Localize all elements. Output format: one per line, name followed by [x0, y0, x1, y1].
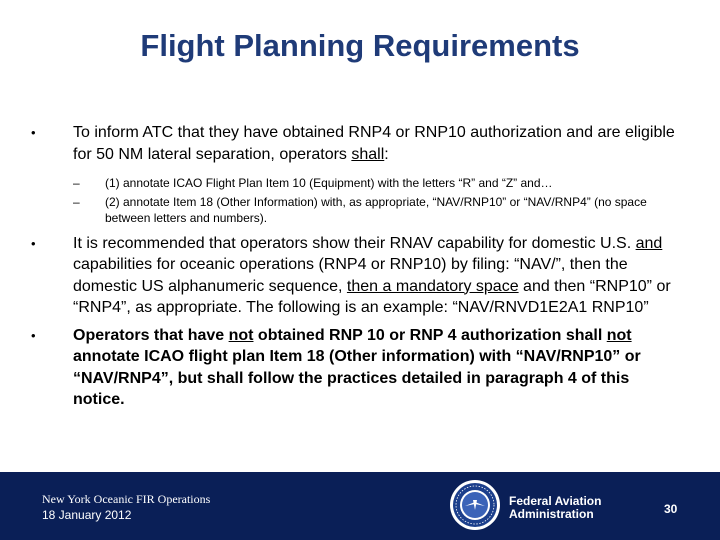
- bullet-text: annotate ICAO flight plan Item 18 (Other information) with “NAV/RNP10” or “NAV/RNP4”, but shall follow the practices detailed in paragraph 4 of this notice.: [73, 348, 641, 408]
- page-number: 30: [664, 502, 678, 516]
- bullet-text-underlined: shall: [351, 145, 385, 163]
- org-line: Administration: [509, 507, 594, 521]
- bullet-text-underlined: then a mandatory space: [346, 277, 519, 295]
- bullet-text: Operators that have: [73, 326, 229, 344]
- footer-event: New York Oceanic FIR Operations: [42, 492, 211, 506]
- sub-text: (2) annotate Item 18 (Other Information) with, as appropriate, “NAV/RNP10” or “NAV/RNP4” (no space between letters and numbers).: [105, 194, 647, 225]
- sub-dash: –: [73, 194, 80, 209]
- bullet-text: To inform ATC that they have obtained RNP4 or RNP10 authorization and are eligible for 50 NM lateral separation, operators: [73, 124, 675, 163]
- sub-dash: –: [73, 176, 80, 190]
- org-line: Federal Aviation: [509, 494, 602, 508]
- bullet-dot: •: [31, 327, 36, 343]
- slide-body: [28, 122, 678, 411]
- slide-footer: [0, 472, 720, 540]
- bullet-item: [28, 233, 678, 319]
- bullet-dot: •: [31, 235, 36, 251]
- slide-title: Flight Planning Requirements: [140, 28, 580, 63]
- bullet-text-underlined: and: [635, 234, 663, 252]
- bullet-item: [28, 122, 678, 165]
- footer-date: 18 January 2012: [42, 508, 132, 522]
- bullet-text-underlined: not: [228, 326, 254, 344]
- footer-organization: [509, 495, 601, 521]
- faa-seal-icon: [449, 479, 501, 531]
- bullet-dot: •: [31, 125, 36, 140]
- sub-item: [28, 194, 678, 227]
- bullet-text: It is recommended that operators show their RNAV capability for domestic U.S.: [73, 234, 636, 252]
- sub-text: (1) annotate ICAO Flight Plan Item 10 (Equipment) with the letters “R” and “Z” and…: [105, 176, 553, 190]
- bullet-text: and then “RNP10” or “RNP4”, as appropriate. The following is an example: “NAV/RNVD1E2A1 RNP10”: [73, 277, 671, 316]
- bullet-item: [28, 325, 678, 411]
- bullet-text-underlined: not: [606, 326, 632, 344]
- bullet-text: :: [384, 145, 389, 163]
- bullet-text: obtained RNP 10 or RNP 4 authorization shall: [253, 326, 607, 344]
- bullet-text: capabilities for oceanic operations (RNP4 or RNP10) by filing: “NAV/”, then the domestic US alphanumeric sequence,: [73, 256, 628, 295]
- sub-item: [28, 175, 678, 192]
